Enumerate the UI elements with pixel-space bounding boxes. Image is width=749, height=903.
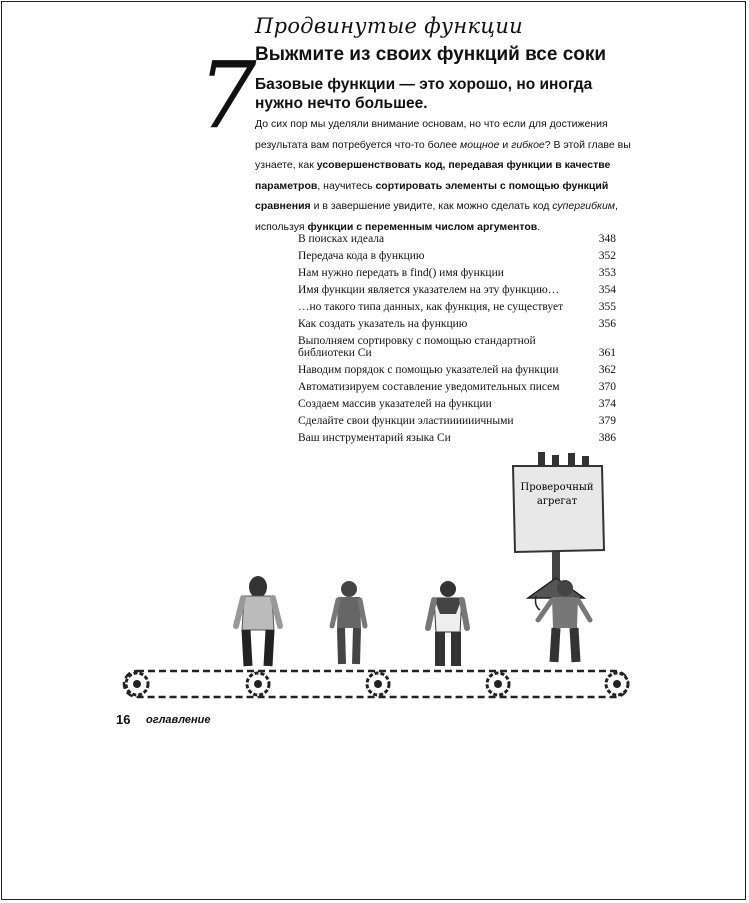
intro-segment: гибкое [511, 138, 545, 151]
toc-entry-title: Нам нужно передать в find() имя функции [298, 266, 504, 279]
toc-entry[interactable] [298, 315, 616, 332]
machine-label-line1: Проверочный [520, 482, 594, 493]
intro-segment: супергибким [552, 200, 616, 212]
toc-entry-page: 374 [598, 397, 616, 410]
toc-entry-page: 362 [598, 363, 616, 376]
toc-entry[interactable] [298, 429, 616, 446]
intro-segment: усовершенствовать код, передавая функции в качестве параметров [255, 159, 611, 192]
toc-entry-page: 356 [598, 317, 616, 330]
intro-segment: До сих пор мы уделяли внимание основам, но что если для достижения результата вам потребуется что-то более [255, 118, 608, 151]
chapter-subtitle: Базовые функции — это хорошо, но иногда нужно нечто большее. [255, 76, 593, 112]
toc-entry[interactable] [298, 230, 616, 247]
table-of-contents [298, 230, 616, 446]
chapter-title: Выжмите из своих функций все соки [255, 44, 607, 65]
toc-entry-title: Создаем массив указателей на функции [298, 397, 492, 410]
toc-entry-title: Передача кода в функцию [298, 249, 425, 262]
intro-paragraph [255, 114, 650, 237]
toc-entry-page: 354 [598, 283, 616, 296]
toc-entry-page: 353 [598, 266, 616, 279]
intro-segment: ? В этой главе вы узнаете, как [255, 138, 631, 171]
machine-chimneys [538, 452, 589, 466]
toc-entry-title: Наводим порядок с помощью указателей на функции [298, 363, 559, 376]
chapter-number: 7 [198, 42, 257, 149]
toc-entry-page: 352 [598, 249, 616, 262]
toc-entry-page: 386 [598, 431, 616, 444]
toc-entry-title: Выполняем сортировку с помощью стандартной библиотеки Си [298, 334, 536, 359]
toc-entry-page: 370 [598, 380, 616, 393]
intro-segment: мощное [460, 138, 500, 151]
intro-segment: и в завершение увидите, как можно сделать код [310, 200, 553, 212]
toc-entry-page: 379 [598, 414, 616, 427]
toc-entry-title: …но такого типа данных, как функция, не существует [298, 300, 564, 313]
machine-label-line2: агрегат [536, 496, 578, 507]
intro-segment: сортировать элементы с помощью функций сравнения [255, 179, 609, 212]
toc-entry[interactable] [298, 247, 616, 264]
toc-entry-page: 355 [598, 300, 616, 313]
machine-sign [513, 466, 604, 552]
toc-entry-page: 361 [598, 346, 616, 359]
chapter-kicker: Продвинутые функции [255, 14, 523, 38]
toc-entry-title: Сделайте свои функции эластиииииичными [298, 414, 514, 427]
toc-entry[interactable] [298, 298, 616, 315]
toc-entry[interactable] [298, 412, 616, 429]
toc-entry-title: Имя функции является указателем на эту функцию… [298, 283, 560, 296]
toc-entry[interactable] [298, 378, 616, 395]
conveyor-illustration [110, 450, 650, 710]
toc-entry-title: Автоматизируем составление уведомительных писем [298, 380, 560, 393]
toc-entry[interactable] [298, 361, 616, 378]
person-figure [332, 581, 365, 664]
toc-entry[interactable] [298, 264, 616, 281]
toc-entry[interactable] [298, 281, 616, 298]
toc-entry[interactable] [298, 332, 616, 361]
toc-entry-title: Ваш инструментарий языка Си [298, 431, 451, 444]
person-figure [428, 581, 467, 666]
toc-entry[interactable] [298, 395, 616, 412]
intro-segment: и [499, 138, 512, 151]
intro-segment: , научитесь [317, 179, 376, 192]
intro-segment: . [537, 220, 541, 233]
person-figure [236, 576, 280, 666]
conveyor-svg [110, 450, 650, 710]
footer-label: оглавление [146, 714, 211, 726]
toc-entry-title: Как создать указатель на функцию [298, 317, 468, 330]
footer-page-number: 16 [116, 712, 131, 727]
intro-segment: , используя [255, 200, 618, 233]
toc-entry-title: В поисках идеала [298, 232, 385, 245]
intro-segment: функции с переменным числом аргументов [307, 220, 538, 233]
toc-entry-page: 348 [598, 232, 616, 245]
